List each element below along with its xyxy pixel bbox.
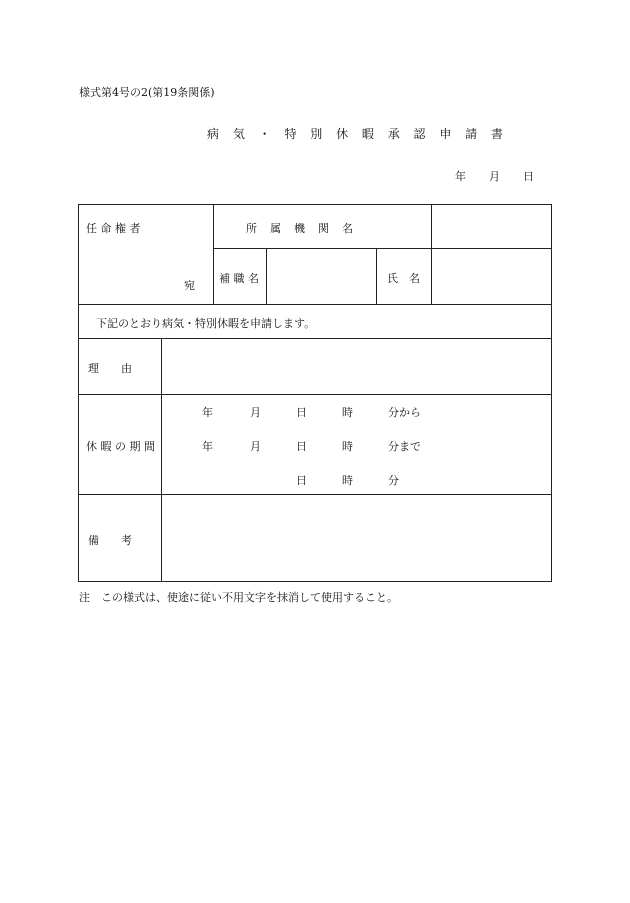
usage-note: 注 この様式は、使途に従い不用文字を抹消して使用すること。 — [79, 591, 398, 604]
period-start-minute: 分から — [388, 406, 421, 419]
remarks-value[interactable] — [162, 495, 551, 581]
reason-label: 理 由 — [88, 362, 132, 375]
name-label: 氏 名 — [387, 272, 420, 285]
affiliation-value[interactable] — [432, 206, 551, 248]
period-end-month: 月 — [250, 440, 261, 453]
date-year-label: 年 — [455, 170, 466, 183]
period-total-day: 日 — [296, 474, 307, 487]
date-day-label: 日 — [523, 170, 534, 183]
position-value[interactable] — [267, 249, 376, 304]
divider — [213, 205, 214, 304]
period-start-day: 日 — [296, 406, 307, 419]
name-value[interactable] — [432, 249, 551, 304]
period-end-minute: 分まで — [388, 440, 421, 453]
divider — [79, 394, 551, 395]
affiliation-label: 所 属 機 関 名 — [246, 222, 354, 235]
period-total-hour: 時 — [342, 474, 353, 487]
period-end-year: 年 — [202, 440, 213, 453]
period-total-minute: 分 — [388, 474, 399, 487]
remarks-label: 備 考 — [88, 534, 132, 547]
addressee-suffix: 宛 — [184, 279, 195, 292]
divider — [79, 304, 551, 305]
date-month-label: 月 — [489, 170, 500, 183]
application-form-table — [78, 204, 552, 582]
period-end-hour: 時 — [342, 440, 353, 453]
form-number: 様式第4号の2(第19条関係) — [79, 86, 215, 99]
reason-value[interactable] — [162, 339, 551, 394]
period-label: 休 暇 の 期 間 — [86, 440, 155, 453]
period-start-year: 年 — [202, 406, 213, 419]
divider — [376, 248, 377, 304]
request-statement: 下記のとおり病気・特別休暇を申請します。 — [96, 317, 316, 330]
appointer-label: 任 命 権 者 — [86, 222, 141, 235]
document-title: 病 気 ・ 特 別 休 暇 承 認 申 請 書 — [207, 127, 508, 141]
period-start-month: 月 — [250, 406, 261, 419]
position-label: 補 職 名 — [219, 272, 259, 285]
period-start-hour: 時 — [342, 406, 353, 419]
period-end-day: 日 — [296, 440, 307, 453]
